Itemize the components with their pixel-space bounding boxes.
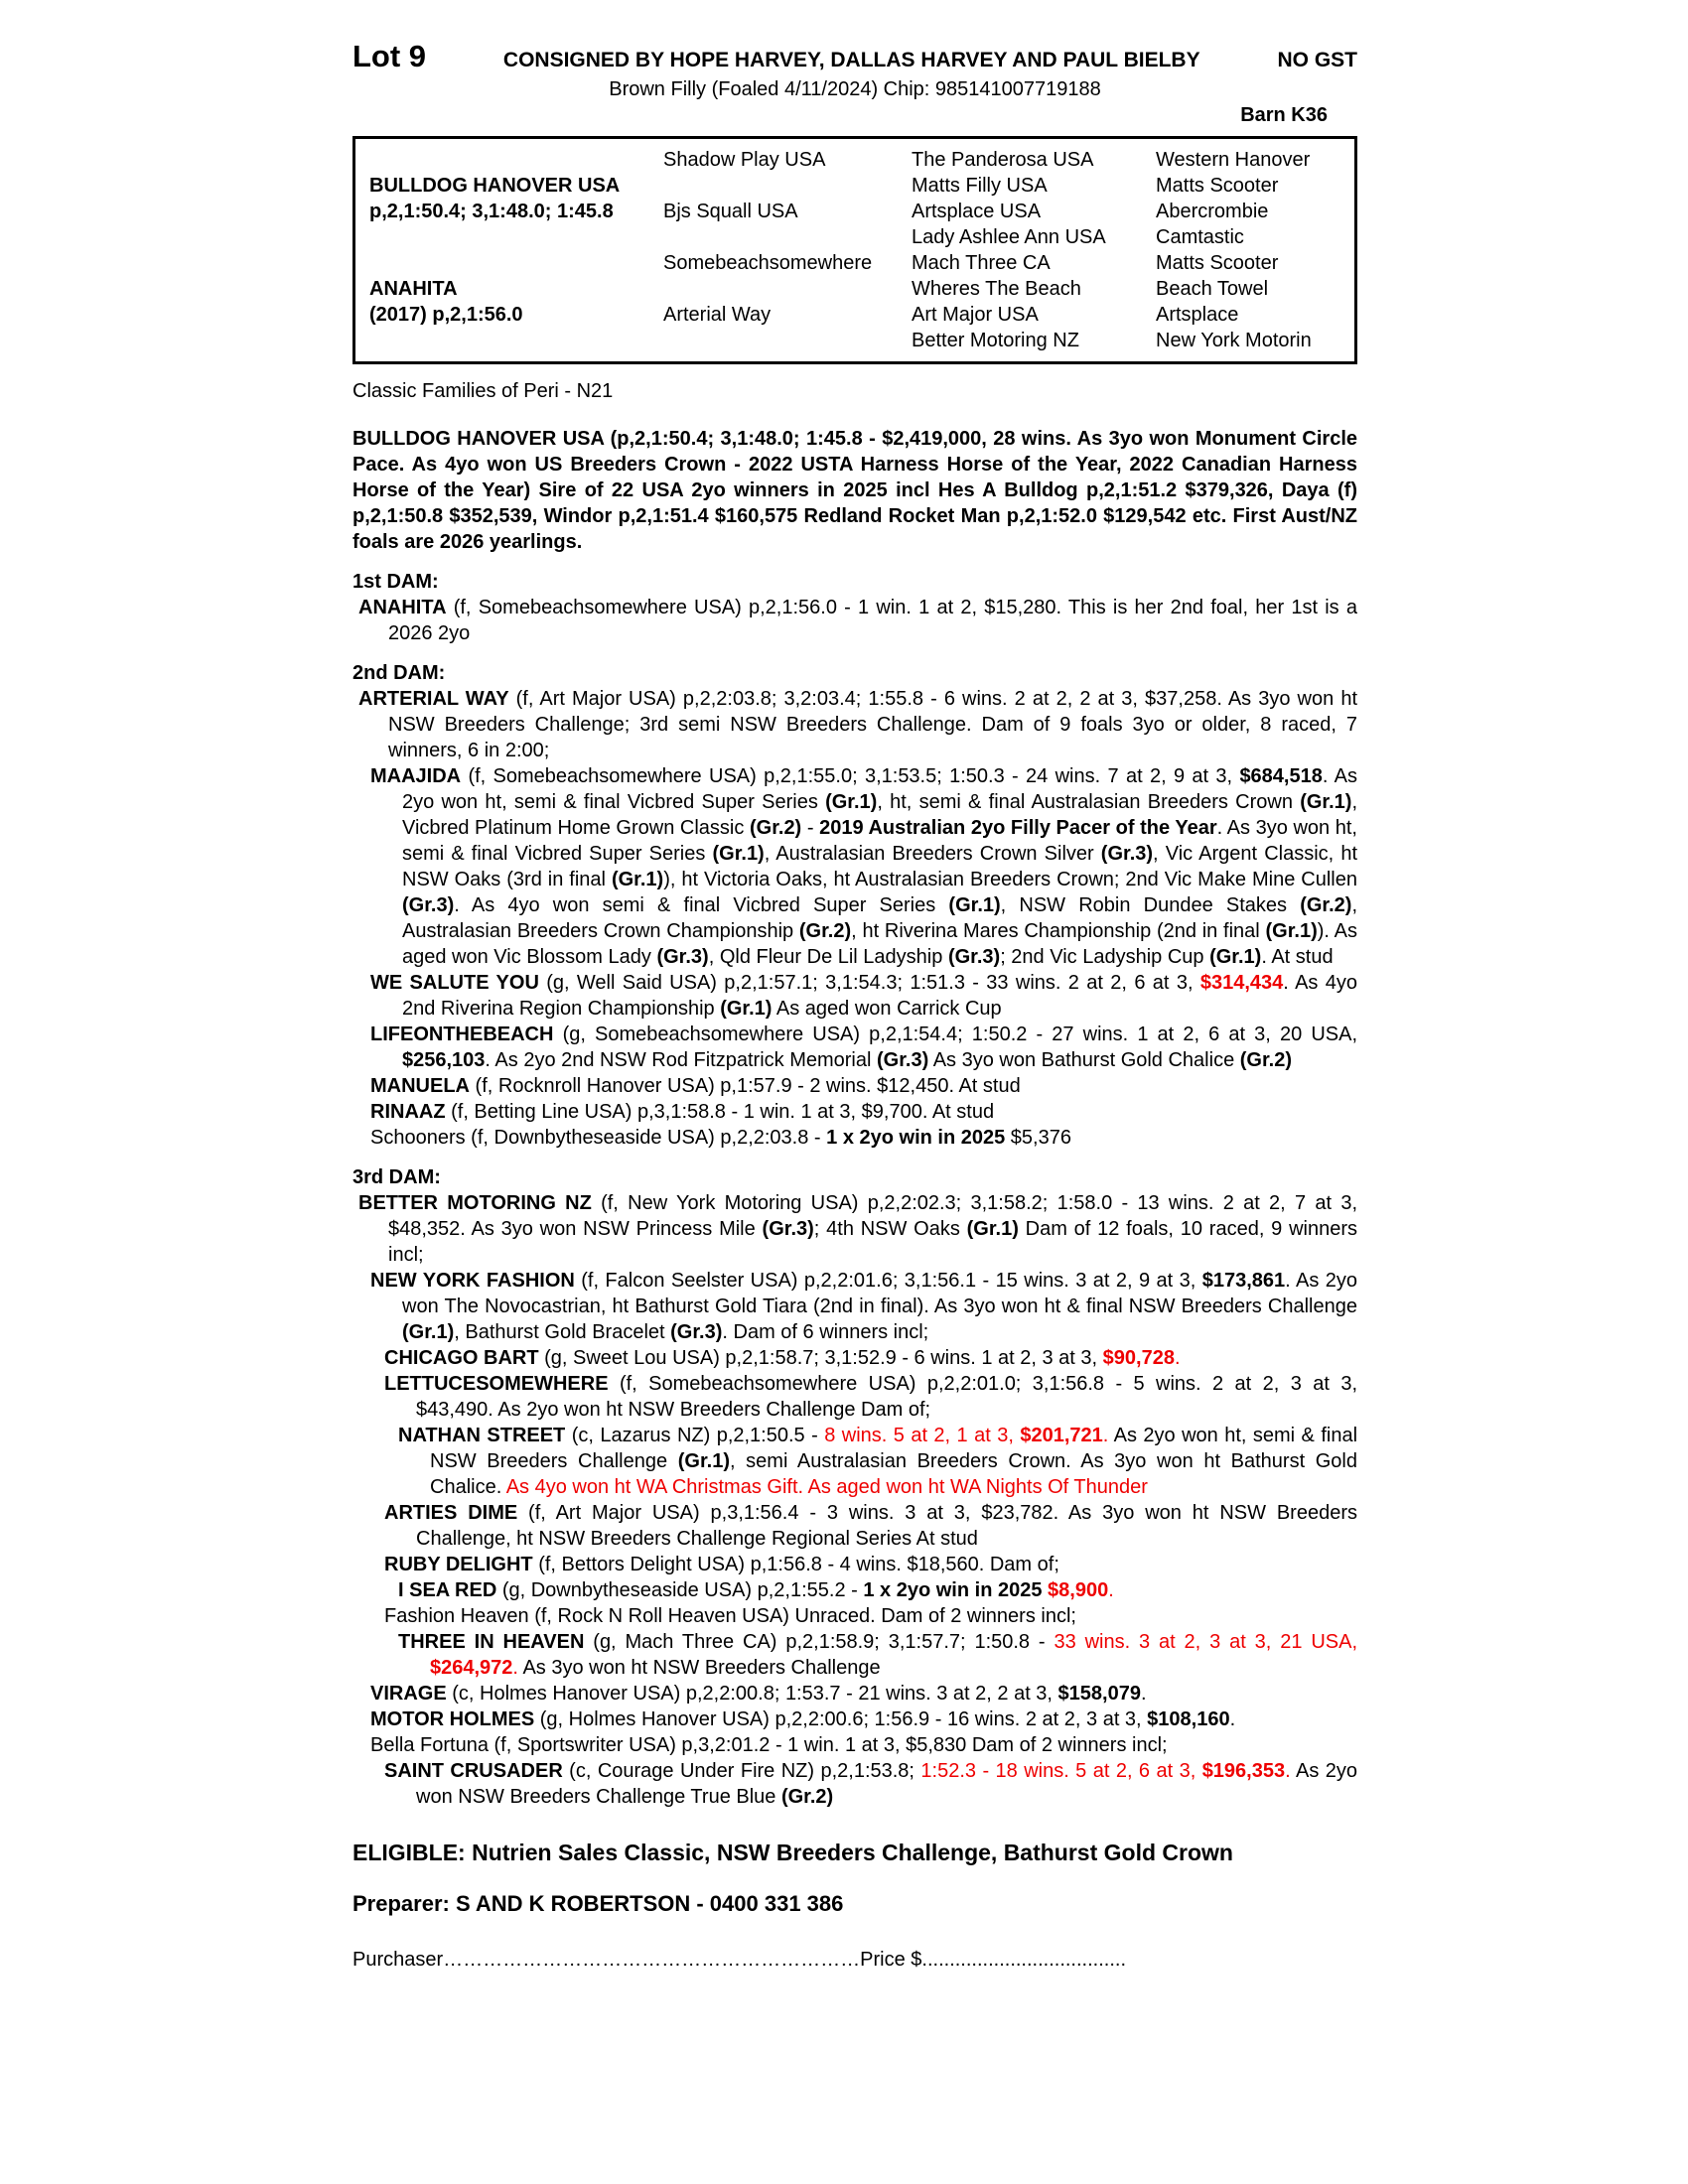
entry-better-motoring: BETTER MOTORING NZ (f, New York Motoring USA) p,2,2:02.3; 3,1:58.2; 1:58.0 - 13 wins. 2 at 2, 7 at 3, $48,352. As 3yo won NSW Princess Mile (Gr.3); 4th NSW Oaks (Gr.1) Dam of 12 foals, 10 raced, 9 winners incl; bbox=[358, 1192, 1357, 1266]
pedigree-cell: Camtastic bbox=[1156, 226, 1244, 248]
purchaser-label: Purchaser bbox=[352, 1949, 444, 1971]
consignor-line: CONSIGNED BY HOPE HARVEY, DALLAS HARVEY AND PAUL BIELBY bbox=[502, 49, 1200, 71]
pedigree-cell: Arterial Way bbox=[663, 304, 772, 326]
price-dotted-leader: ..................................... bbox=[921, 1949, 1127, 1971]
pedigree-cell: Bjs Squall USA bbox=[663, 201, 798, 222]
pedigree-cell: The Panderosa USA bbox=[912, 149, 1094, 171]
preparer-line: Preparer: S AND K ROBERTSON - 0400 331 386 bbox=[352, 1891, 844, 1916]
pedigree-cell bbox=[369, 147, 663, 173]
entry-i-sea-red: I SEA RED (g, Downbytheseaside USA) p,2,1:55.2 - 1 x 2yo win in 2025 $8,900. bbox=[398, 1579, 1114, 1601]
pedigree-cell: Wheres The Beach bbox=[912, 278, 1081, 300]
entry-saint-crusader: SAINT CRUSADER (c, Courage Under Fire NZ) p,2,1:53.8; 1:52.3 - 18 wins. 5 at 2, 6 at 3, $196,353. As 2yo won NSW Breeders Challenge True Blue (Gr.2) bbox=[384, 1760, 1357, 1808]
no-gst-label: NO GST bbox=[1277, 49, 1357, 71]
entry-arterial-way: ARTERIAL WAY (f, Art Major USA) p,2,2:03.8; 3,2:03.4; 1:55.8 - 6 wins. 2 at 2, 2 at 3, $37,258. As 3yo won ht NSW Breeders Challenge; 3rd semi NSW Breeders Challenge. Dam of 9 foals 3yo or older, 8 raced, 7 winners, 6 in 2:00; bbox=[358, 688, 1357, 761]
pedigree-cell bbox=[369, 250, 663, 276]
pedigree-cell: p,2,1:50.4; 3,1:48.0; 1:45.8 bbox=[369, 201, 614, 222]
catalog-page bbox=[352, 39, 1358, 1973]
pedigree-cell: New York Motorin bbox=[1156, 330, 1312, 351]
eligible-line: ELIGIBLE: Nutrien Sales Classic, NSW Breeders Challenge, Bathurst Gold Crown bbox=[352, 1840, 1233, 1865]
entry-nathan-street: NATHAN STREET (c, Lazarus NZ) p,2,1:50.5 - 8 wins. 5 at 2, 1 at 3, $201,721. As 2yo won ht, semi & final NSW Breeders Challenge (Gr.1), semi Australasian Breeders Crown. As 3yo won ht Bathurst Gold Chalice. As 4yo won ht WA Christmas Gift. As aged won ht WA Nights Of Thunder bbox=[398, 1425, 1358, 1498]
purchaser-line bbox=[352, 1947, 1357, 1973]
sire-paragraph: BULLDOG HANOVER USA (p,2,1:50.4; 3,1:48.0; 1:45.8 - $2,419,000, 28 wins. As 3yo won Monument Circle Pace. As 4yo won US Breeders Crown - 2022 USTA Harness Horse of the Year, 2022 Canadian Harness Horse of the Year) Sire of 22 USA 2yo winners in 2025 incl Hes A Bulldog p,2,1:51.2 $379,326, Daya (f) p,2,1:50.8 $352,539, Windor p,2,1:51.4 $160,575 Redland Rocket Man p,2,1:52.0 $129,542 etc. First Aust/NZ foals are 2026 yearlings. bbox=[352, 428, 1357, 553]
page-header bbox=[352, 39, 1357, 73]
pedigree-cell: Better Motoring NZ bbox=[912, 330, 1079, 351]
entry-arties-dime: ARTIES DIME (f, Art Major USA) p,3,1:56.4 - 3 wins. 3 at 3, $23,782. As 3yo won ht NSW Breeders Challenge, ht NSW Breeders Challenge Regional Series At stud bbox=[384, 1502, 1357, 1550]
entry-virage: VIRAGE (c, Holmes Hanover USA) p,2,2:00.8; 1:53.7 - 21 wins. 3 at 2, 2 at 3, $158,079. bbox=[370, 1683, 1147, 1705]
pedigree-cell: (2017) p,2,1:56.0 bbox=[369, 304, 523, 326]
pedigree-cell: Shadow Play USA bbox=[663, 149, 826, 171]
pedigree-cell: Art Major USA bbox=[912, 304, 1039, 326]
foal-description: Brown Filly (Foaled 4/11/2024) Chip: 985141007719188 bbox=[609, 78, 1101, 100]
pedigree-cell bbox=[369, 224, 663, 250]
entry-fashion-heaven: Fashion Heaven (f, Rock N Roll Heaven USA) Unraced. Dam of 2 winners incl; bbox=[384, 1605, 1076, 1627]
entry-maajida: MAAJIDA (f, Somebeachsomewhere USA) p,2,1:55.0; 3,1:53.5; 1:50.3 - 24 wins. 7 at 2, 9 at 3, $684,518. As 2yo won ht, semi & final Vicbred Super Series (Gr.1), ht, semi & final Australasian Breeders Crown (Gr.1), Vicbred Platinum Home Grown Classic (Gr.2) - 2019 Australian 2yo Filly Pacer of the Year. As 3yo won ht, semi & final Vicbred Super Series (Gr.1), Australasian Breeders Crown Silver (Gr.3), Vic Argent Classic, ht NSW Oaks (3rd in final (Gr.1)), ht Victoria Oaks, ht Australasian Breeders Crown; 2nd Vic Make Mine Cullen (Gr.3). As 4yo won semi & final Vicbred Super Series (Gr.1), NSW Robin Dundee Stakes (Gr.2), Australasian Breeders Crown Championship (Gr.2), ht Riverina Mares Championship (2nd in final (Gr.1)). As aged won Vic Blossom Lady (Gr.3), Qld Fleur De Lil Ladyship (Gr.3); 2nd Vic Ladyship Cup (Gr.1). At stud bbox=[370, 765, 1358, 968]
pedigree-cell: Matts Scooter bbox=[1156, 175, 1279, 197]
dam-heading-3rd: 3rd DAM: bbox=[352, 1166, 441, 1188]
pedigree-cell: Lady Ashlee Ann USA bbox=[912, 226, 1106, 248]
entry-manuela: MANUELA (f, Rocknroll Hanover USA) p,1:57.9 - 2 wins. $12,450. At stud bbox=[370, 1075, 1021, 1097]
entry-rinaaz: RINAAZ (f, Betting Line USA) p,3,1:58.8 - 1 win. 1 at 3, $9,700. At stud bbox=[370, 1101, 995, 1123]
entry-ruby-delight: RUBY DELIGHT (f, Bettors Delight USA) p,1:56.8 - 4 wins. $18,560. Dam of; bbox=[384, 1554, 1059, 1575]
pedigree-cell bbox=[663, 224, 912, 250]
pedigree-cell: ANAHITA bbox=[369, 278, 458, 300]
purchaser-dotted-leader: ……………………………………………………… bbox=[443, 1949, 861, 1971]
entry-lifeonthebeach: LIFEONTHEBEACH (g, Somebeachsomewhere USA) p,2,1:54.4; 1:50.2 - 27 wins. 1 at 2, 6 at 3, 20 USA, $256,103. As 2yo 2nd NSW Rod Fitzpatrick Memorial (Gr.3) As 3yo won Bathurst Gold Chalice (Gr.2) bbox=[370, 1024, 1357, 1071]
entry-new-york-fashion: NEW YORK FASHION (f, Falcon Seelster USA) p,2,2:01.6; 3,1:56.1 - 15 wins. 3 at 2, 9 at 3, $173,861. As 2yo won The Novocastrian, ht Bathurst Gold Tiara (2nd in final). As 3yo won ht & final NSW Breeders Challenge (Gr.1), Bathurst Gold Bracelet (Gr.3). Dam of 6 winners incl; bbox=[370, 1270, 1358, 1343]
pedigree-text bbox=[352, 426, 1357, 1810]
pedigree-cell: Artsplace bbox=[1156, 304, 1239, 326]
pedigree-cell: Beach Towel bbox=[1156, 278, 1269, 300]
entry-we-salute-you: WE SALUTE YOU (g, Well Said USA) p,2,1:57.1; 3,1:54.3; 1:51.3 - 33 wins. 2 at 2, 6 at 3, $314,434. As 4yo 2nd Riverina Region Championship (Gr.1) As aged won Carrick Cup bbox=[370, 972, 1358, 1020]
pedigree-cell: Abercrombie bbox=[1156, 201, 1269, 222]
pedigree-cell: Western Hanover bbox=[1156, 149, 1311, 171]
dam-heading-2nd: 2nd DAM: bbox=[352, 662, 446, 684]
entry-lettucesomewhere: LETTUCESOMEWHERE (f, Somebeachsomewhere USA) p,2,2:01.0; 3,1:56.8 - 5 wins. 2 at 2, 3 at 3, $43,490. As 2yo won ht NSW Breeders Challenge Dam of; bbox=[384, 1373, 1357, 1421]
pedigree-cell: BULLDOG HANOVER USA bbox=[369, 175, 621, 197]
pedigree-cell: Artsplace USA bbox=[912, 201, 1042, 222]
pedigree-cell bbox=[663, 173, 912, 199]
pedigree-cell: Somebeachsomewhere bbox=[663, 252, 873, 274]
dam-heading-1st: 1st DAM: bbox=[352, 571, 439, 593]
pedigree-cell: Matts Filly USA bbox=[912, 175, 1048, 197]
entry-bella-fortuna: Bella Fortuna (f, Sportswriter USA) p,3,2:01.2 - 1 win. 1 at 3, $5,830 Dam of 2 winners incl; bbox=[370, 1734, 1168, 1756]
entry-anahita: ANAHITA (f, Somebeachsomewhere USA) p,2,1:56.0 - 1 win. 1 at 2, $15,280. This is her 2nd foal, her 1st is a 2026 2yo bbox=[358, 597, 1357, 644]
price-label: Price $ bbox=[860, 1949, 922, 1971]
barn-label: Barn K36 bbox=[1240, 104, 1328, 126]
pedigree-cell: Matts Scooter bbox=[1156, 252, 1279, 274]
entry-motor-holmes: MOTOR HOLMES (g, Holmes Hanover USA) p,2,2:00.6; 1:56.9 - 16 wins. 2 at 2, 3 at 3, $108,160. bbox=[370, 1708, 1236, 1730]
family-note: Classic Families of Peri - N21 bbox=[352, 380, 614, 402]
lot-number: Lot 9 bbox=[352, 39, 427, 73]
pedigree-cell bbox=[369, 328, 663, 353]
pedigree-cell: Mach Three CA bbox=[912, 252, 1051, 274]
entry-chicago-bart: CHICAGO BART (g, Sweet Lou USA) p,2,1:58.7; 3,1:52.9 - 6 wins. 1 at 2, 3 at 3, $90,728. bbox=[384, 1347, 1181, 1369]
pedigree-table bbox=[352, 136, 1357, 364]
entry-three-in-heaven: THREE IN HEAVEN (g, Mach Three CA) p,2,1:58.9; 3,1:57.7; 1:50.8 - 33 wins. 3 at 2, 3 at 3, 21 USA, $264,972. As 3yo won ht NSW Breeders Challenge bbox=[398, 1631, 1357, 1679]
entry-schooners: Schooners (f, Downbytheseaside USA) p,2,2:03.8 - 1 x 2yo win in 2025 $5,376 bbox=[370, 1127, 1071, 1149]
pedigree-cell bbox=[663, 328, 912, 353]
pedigree-cell bbox=[663, 276, 912, 302]
